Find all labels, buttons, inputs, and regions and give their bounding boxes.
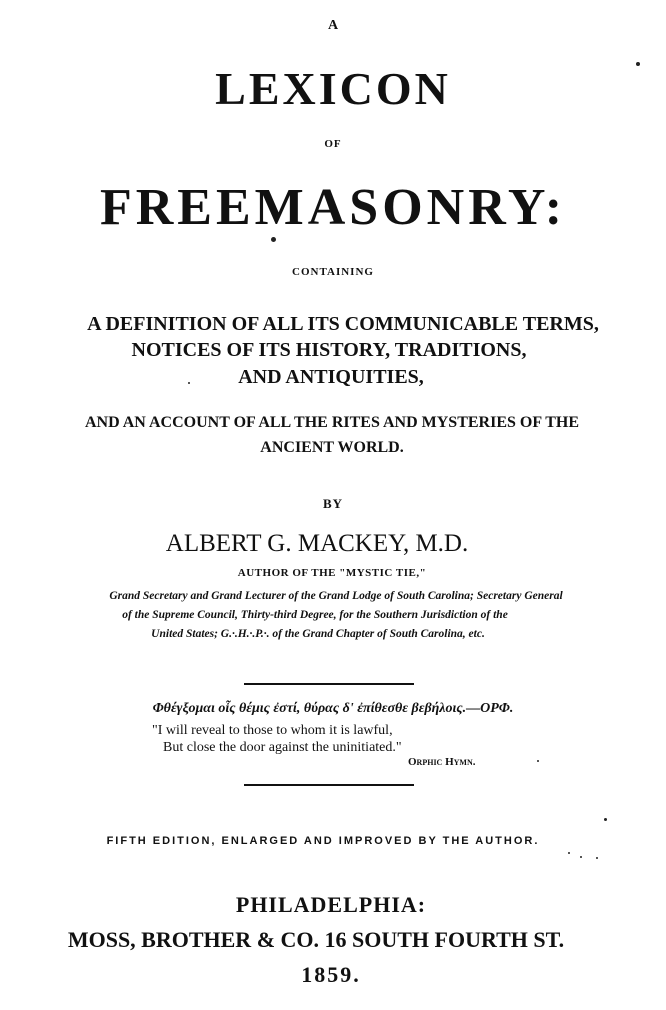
edition-note: FIFTH EDITION, ENLARGED AND IMPROVED BY THE AUTHOR. — [106, 835, 540, 847]
scan-speck — [596, 857, 598, 859]
account-line: AND AN ACCOUNT OF ALL THE RITES AND MYSTERIES OF THE — [84, 414, 580, 431]
scan-speck — [188, 382, 190, 384]
epigraph-english-line: But close the door against the uninitiated." — [163, 740, 402, 755]
definition-line: AND ANTIQUITIES, — [238, 366, 424, 388]
account-line: ANCIENT WORLD. — [260, 439, 404, 456]
definition-line: NOTICES OF ITS HISTORY, TRADITIONS, — [131, 339, 527, 361]
epigraph-attribution: Orphic Hymn. — [408, 756, 476, 768]
author-name: ALBERT G. MACKEY, M.D. — [165, 530, 469, 557]
imprint-place: PHILADELPHIA: — [235, 892, 427, 917]
author-title-line: Grand Secretary and Grand Lecturer of the Grand Lodge of South Carolina; Secretary General — [109, 590, 563, 602]
definition-line: A DEFINITION OF ALL ITS COMMUNICABLE TERMS, — [87, 313, 599, 335]
divider-rule — [244, 683, 414, 685]
title-of: OF — [324, 138, 342, 150]
scan-speck — [636, 62, 640, 66]
epigraph-greek: Φθέγξομαι οἷς θέμις ἐστί, θύρας δ' ἐπίθεσθε βεβήλοις.—ΟΡΦ. — [152, 701, 514, 716]
author-title-line: of the Supreme Council, Thirty-third Degree, for the Southern Jurisdiction of the — [122, 609, 508, 621]
author-title-line: United States; G.·.H.·.P.·. of the Grand Chapter of South Carolina, etc. — [151, 628, 485, 640]
by-label: BY — [322, 496, 344, 511]
author-of-note: AUTHOR OF THE "MYSTIC TIE," — [237, 567, 427, 579]
imprint-publisher: MOSS, BROTHER & CO. 16 SOUTH FOURTH ST. — [67, 927, 565, 952]
scan-speck — [580, 856, 582, 858]
divider-rule — [244, 784, 414, 786]
title-subject: FREEMASONRY: — [99, 179, 567, 236]
containing-label: CONTAINING — [292, 266, 374, 278]
scan-speck — [271, 237, 276, 242]
title-article: A — [327, 18, 339, 33]
scan-speck — [568, 852, 570, 854]
title-main: LEXICON — [215, 63, 451, 114]
scan-speck — [537, 760, 539, 762]
imprint-year: 1859. — [301, 962, 361, 987]
scan-speck — [604, 818, 607, 821]
epigraph-english-line: "I will reveal to those to whom it is lawful, — [152, 723, 393, 738]
